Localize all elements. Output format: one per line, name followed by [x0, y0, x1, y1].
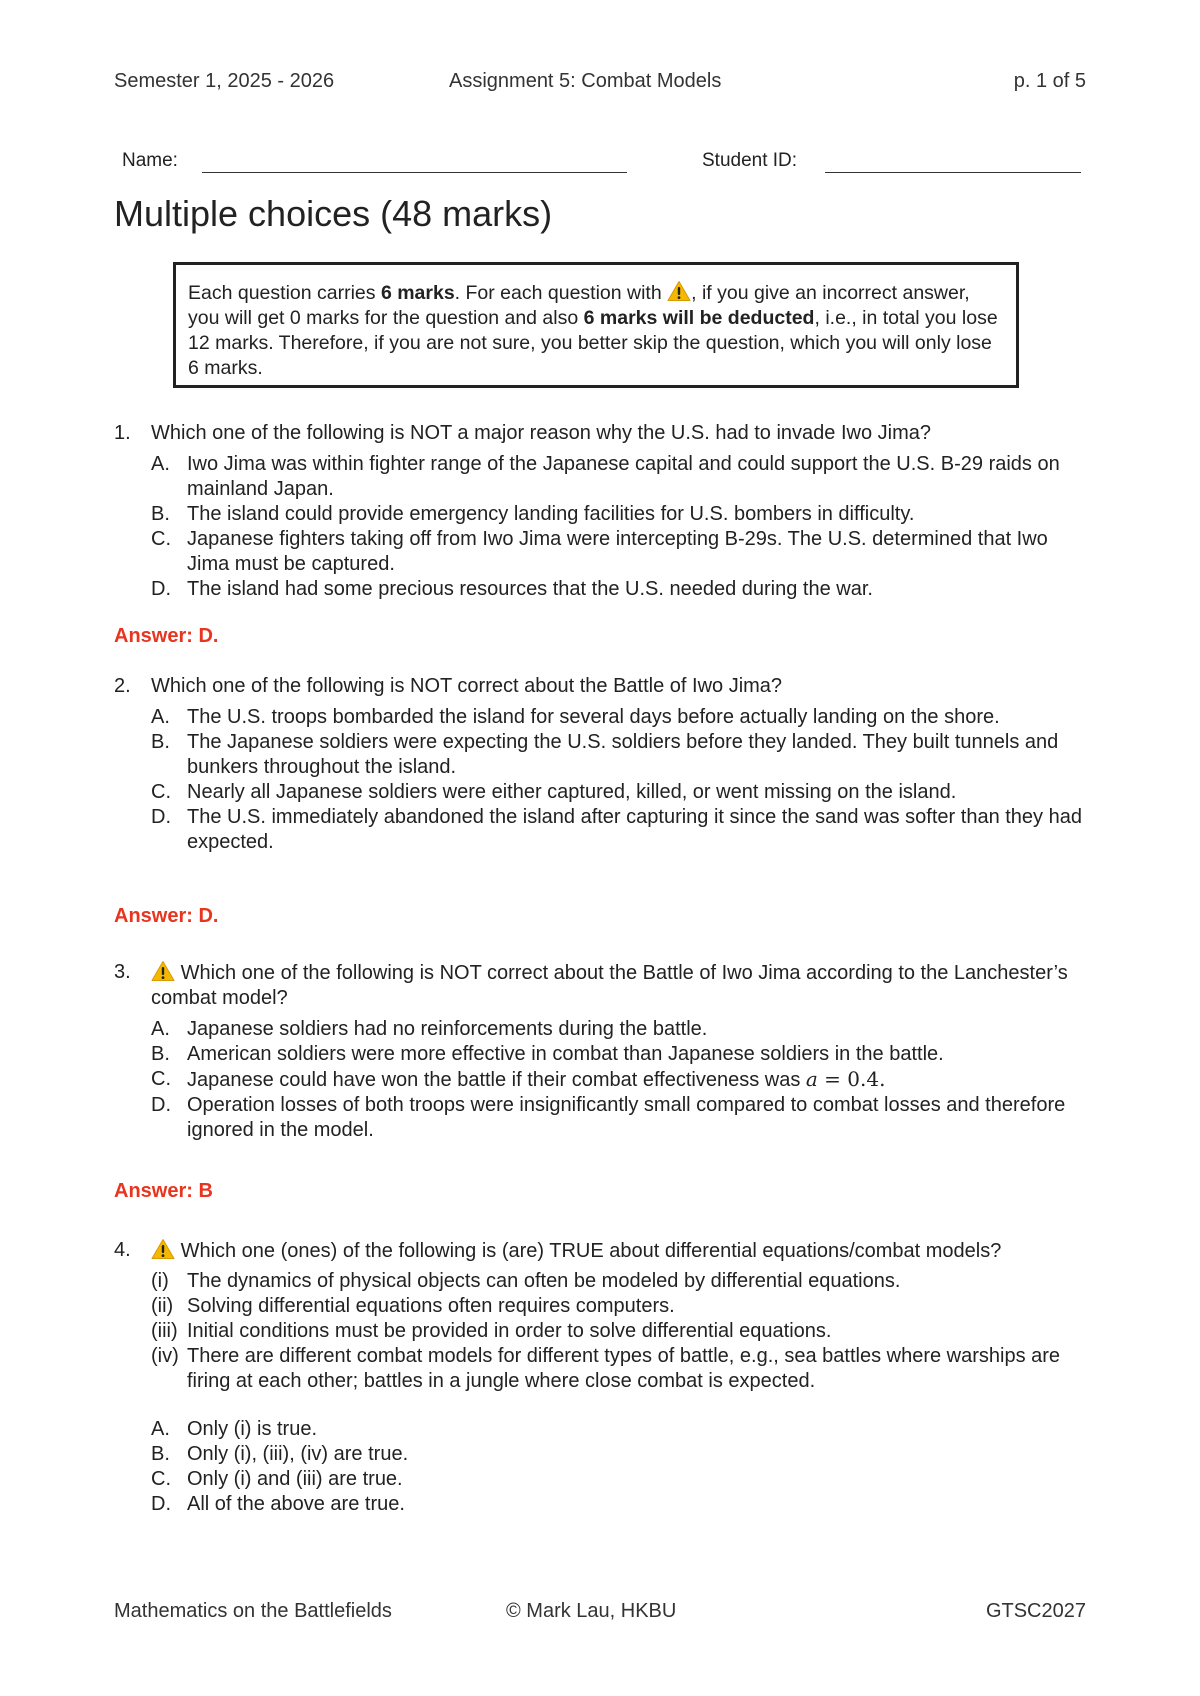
option-text: Nearly all Japanese soldiers were either captured, killed, or went missing on the island.	[187, 781, 957, 803]
option-letter: B.	[151, 503, 170, 525]
option-letter: A.	[151, 453, 170, 475]
option-a[interactable]	[151, 452, 1090, 502]
option-letter: A.	[151, 1018, 170, 1040]
answer-1: Answer: D.	[114, 625, 219, 647]
question-stem: Which one of the following is NOT a major reason why the U.S. had to invade Iwo Jima?	[151, 422, 932, 444]
course-code: GTSC2027	[985, 1600, 1086, 1622]
option-letter: C.	[151, 1468, 171, 1490]
option-b[interactable]	[151, 730, 1090, 780]
option-c[interactable]	[151, 1067, 1090, 1093]
question-number: 1.	[114, 422, 131, 444]
student-id-field-line[interactable]	[825, 172, 1081, 173]
option-b[interactable]	[151, 502, 1090, 527]
assignment-title: Assignment 5: Combat Models	[449, 70, 722, 92]
copyright-notice: © Mark Lau, HKBU	[506, 1600, 677, 1622]
option-text: Japanese fighters taking off from Iwo Jima were intercepting B-29s. The U.S. determined that Iwo Jima must be captured.	[187, 528, 1048, 575]
question-3	[114, 960, 1090, 1143]
option-text: All of the above are true.	[187, 1493, 405, 1515]
option-letter: C.	[151, 1068, 171, 1090]
option-text: Iwo Jima was within fighter range of the Japanese capital and could support the U.S. B-29 raids on mainland Japan.	[187, 453, 1060, 500]
option-letter: D.	[151, 806, 171, 828]
question-stem-wrapper	[151, 960, 1090, 1011]
math-expression: = 0.4.	[817, 1067, 886, 1091]
question-stem-wrapper	[151, 1238, 1090, 1264]
notice-text-2: . For each question with	[454, 282, 668, 304]
option-letter: D.	[151, 1094, 171, 1116]
option-text: Operation losses of both troops were insignificantly small compared to combat losses and therefore ignored in the model.	[187, 1094, 1066, 1141]
option-list	[151, 452, 1090, 602]
answer-3: Answer: B	[114, 1180, 213, 1202]
question-stem: Which one of the following is NOT correct about the Battle of Iwo Jima according to the Lanchester’s combat model?	[151, 962, 1068, 1009]
option-text: Japanese soldiers had no reinforcements during the battle.	[187, 1018, 708, 1040]
option-a[interactable]	[151, 1417, 1090, 1442]
name-student-id-bar	[122, 150, 1086, 176]
notice-text-4: , i.e., in total you lose 12 marks. Therefore, if you are not sure, you better skip the question, which you will only lose 6 marks.	[188, 307, 998, 379]
statement-iii	[151, 1319, 1090, 1344]
option-a[interactable]	[151, 705, 1090, 730]
answer-2: Answer: D.	[114, 905, 219, 927]
statement-iv	[151, 1344, 1090, 1394]
option-letter: B.	[151, 731, 170, 753]
option-b[interactable]	[151, 1042, 1090, 1067]
question-number: 4.	[114, 1239, 131, 1261]
name-label: Name:	[122, 150, 178, 171]
statement-i	[151, 1269, 1090, 1294]
option-text: Japanese could have won the battle if their combat effectiveness was	[187, 1069, 806, 1091]
option-letter: B.	[151, 1043, 170, 1065]
page-number: p. 1 of 5	[1013, 70, 1086, 92]
statement-label: (ii)	[151, 1295, 174, 1317]
student-id-label: Student ID:	[702, 150, 798, 171]
option-text: The island could provide emergency landing facilities for U.S. bombers in difficulty.	[187, 503, 915, 525]
option-d[interactable]	[151, 1492, 1090, 1517]
option-list	[151, 705, 1090, 855]
option-letter: D.	[151, 578, 171, 600]
statement-ii	[151, 1294, 1090, 1319]
option-a[interactable]	[151, 1017, 1090, 1042]
option-text: The Japanese soldiers were expecting the U.S. soldiers before they landed. They built tunnels and bunkers throughout the island.	[187, 731, 1059, 778]
statement-text: Solving differential equations often requires computers.	[187, 1295, 675, 1317]
option-c[interactable]	[151, 780, 1090, 805]
statement-text: The dynamics of physical objects can often be modeled by differential equations.	[187, 1270, 901, 1292]
option-letter: C.	[151, 528, 171, 550]
option-c[interactable]	[151, 1467, 1090, 1492]
question-number: 3.	[114, 961, 131, 983]
option-list	[151, 1017, 1090, 1143]
option-letter: A.	[151, 1418, 170, 1440]
warning-icon	[151, 960, 175, 982]
statement-label: (i)	[151, 1270, 169, 1292]
option-text: Only (i) and (iii) are true.	[187, 1468, 403, 1490]
notice-text-1: Each question carries	[188, 282, 381, 304]
option-text: The U.S. immediately abandoned the island after capturing it since the sand was softer than they had expected.	[187, 806, 1082, 853]
option-d[interactable]	[151, 1093, 1090, 1143]
question-4	[114, 1238, 1090, 1517]
option-letter: D.	[151, 1493, 171, 1515]
math-variable: a	[805, 1067, 818, 1091]
question-number: 2.	[114, 675, 131, 697]
option-b[interactable]	[151, 1442, 1090, 1467]
question-1	[114, 421, 1090, 602]
section-title: Multiple choices (48 marks)	[114, 193, 553, 234]
option-c[interactable]	[151, 527, 1090, 577]
question-stem: Which one (ones) of the following is (are) TRUE about differential equations/combat models?	[180, 1240, 1002, 1262]
notice-bold-marks: 6 marks	[380, 282, 455, 304]
option-text: The U.S. troops bombarded the island for several days before actually landing on the shore.	[187, 706, 1000, 728]
semester-label: Semester 1, 2025 - 2026	[114, 70, 335, 92]
statement-text: Initial conditions must be provided in order to solve differential equations.	[187, 1320, 832, 1342]
warning-icon	[667, 280, 691, 302]
name-field-line[interactable]	[202, 172, 627, 173]
option-list	[151, 1417, 1090, 1517]
option-letter: A.	[151, 706, 170, 728]
notice-text-3: , if you give an incorrect answer, you will get 0 marks for the question and also	[188, 282, 970, 329]
statement-label: (iv)	[151, 1345, 179, 1367]
notice-bold-deducted: 6 marks will be deducted	[583, 307, 815, 329]
question-stem: Which one of the following is NOT correct about the Battle of Iwo Jima?	[151, 675, 783, 697]
statement-text: There are different combat models for different types of battle, e.g., sea battles where warships are firing at each other; battles in a jungle where close combat is expected.	[187, 1345, 1061, 1392]
marking-notice-box	[173, 262, 1019, 388]
warning-icon	[151, 1238, 175, 1260]
option-d[interactable]	[151, 577, 1090, 602]
option-letter: C.	[151, 781, 171, 803]
option-text: Only (i) is true.	[187, 1418, 318, 1440]
option-letter: B.	[151, 1443, 170, 1465]
statement-list	[151, 1269, 1090, 1394]
option-text: Only (i), (iii), (iv) are true.	[187, 1443, 409, 1465]
question-2	[114, 674, 1090, 855]
option-d[interactable]	[151, 805, 1090, 855]
option-text: The island had some precious resources that the U.S. needed during the war.	[187, 578, 873, 600]
course-name: Mathematics on the Battlefields	[114, 1600, 392, 1622]
statement-label: (iii)	[151, 1320, 178, 1342]
option-text: American soldiers were more effective in combat than Japanese soldiers in the battle.	[187, 1043, 944, 1065]
